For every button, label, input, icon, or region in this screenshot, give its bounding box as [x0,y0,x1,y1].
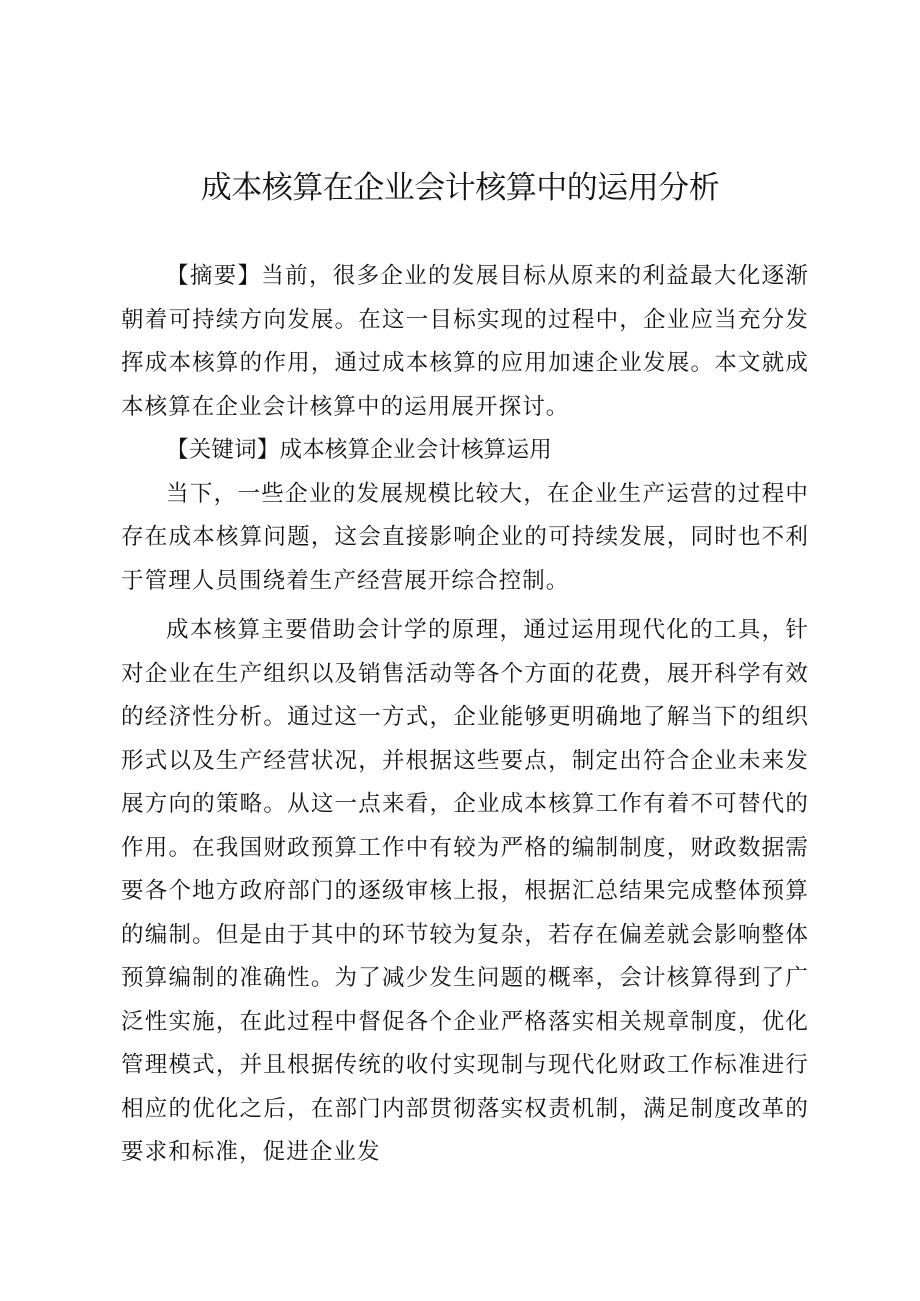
abstract-paragraph: 【摘要】当前，很多企业的发展目标从原来的利益最大化逐渐朝着可持续方向发展。在这一目标实现的过程中，企业应当充分发挥成本核算的作用，通过成本核算的应用加速企业发展。本文就成本核算在企业会计核算中的运用展开探讨。 [121,263,809,420]
body-paragraph: 成本核算主要借助会计学的原理，通过运用现代化的工具，针对企业在生产组织以及销售活动等各个方面的花费，展开科学有效的经济性分析。通过这一方式，企业能够更明确地了解当下的组织形式以及生产经营状况，并根据这些要点，制定出符合企业未来发展方向的策略。从这一点来看，企业成本核算工作有着不可替代的作用。在我国财政预算工作中有较为严格的编制制度，财政数据需要各个地方政府部门的逐级审核上报，根据汇总结果完成整体预算的编制。但是由于其中的环节较为复杂，若存在偏差就会影响整体预算编制的准确性。为了减少发生问题的概率，会计核算得到了广泛性实施，在此过程中督促各个企业严格落实相关规章制度，优化管理模式，并且根据传统的收付实现制与现代化财政工作标准进行相应的优化之后，在部门内部贯彻落实权责机制，满足制度改革的要求和标准，促进企业发 [121,617,809,1165]
keywords-paragraph: 【关键词】成本核算企业会计核算运用 [166,437,552,463]
document-title: 成本核算在企业会计核算中的运用分析 [200,170,720,206]
document-body [121,255,809,1175]
intro-paragraph: 当下，一些企业的发展规模比较大，在企业生产运营的过程中存在成本核算问题，这会直接影响企业的可持续发展，同时也不利于管理人员围绕着生产经营展开综合控制。 [121,480,809,594]
